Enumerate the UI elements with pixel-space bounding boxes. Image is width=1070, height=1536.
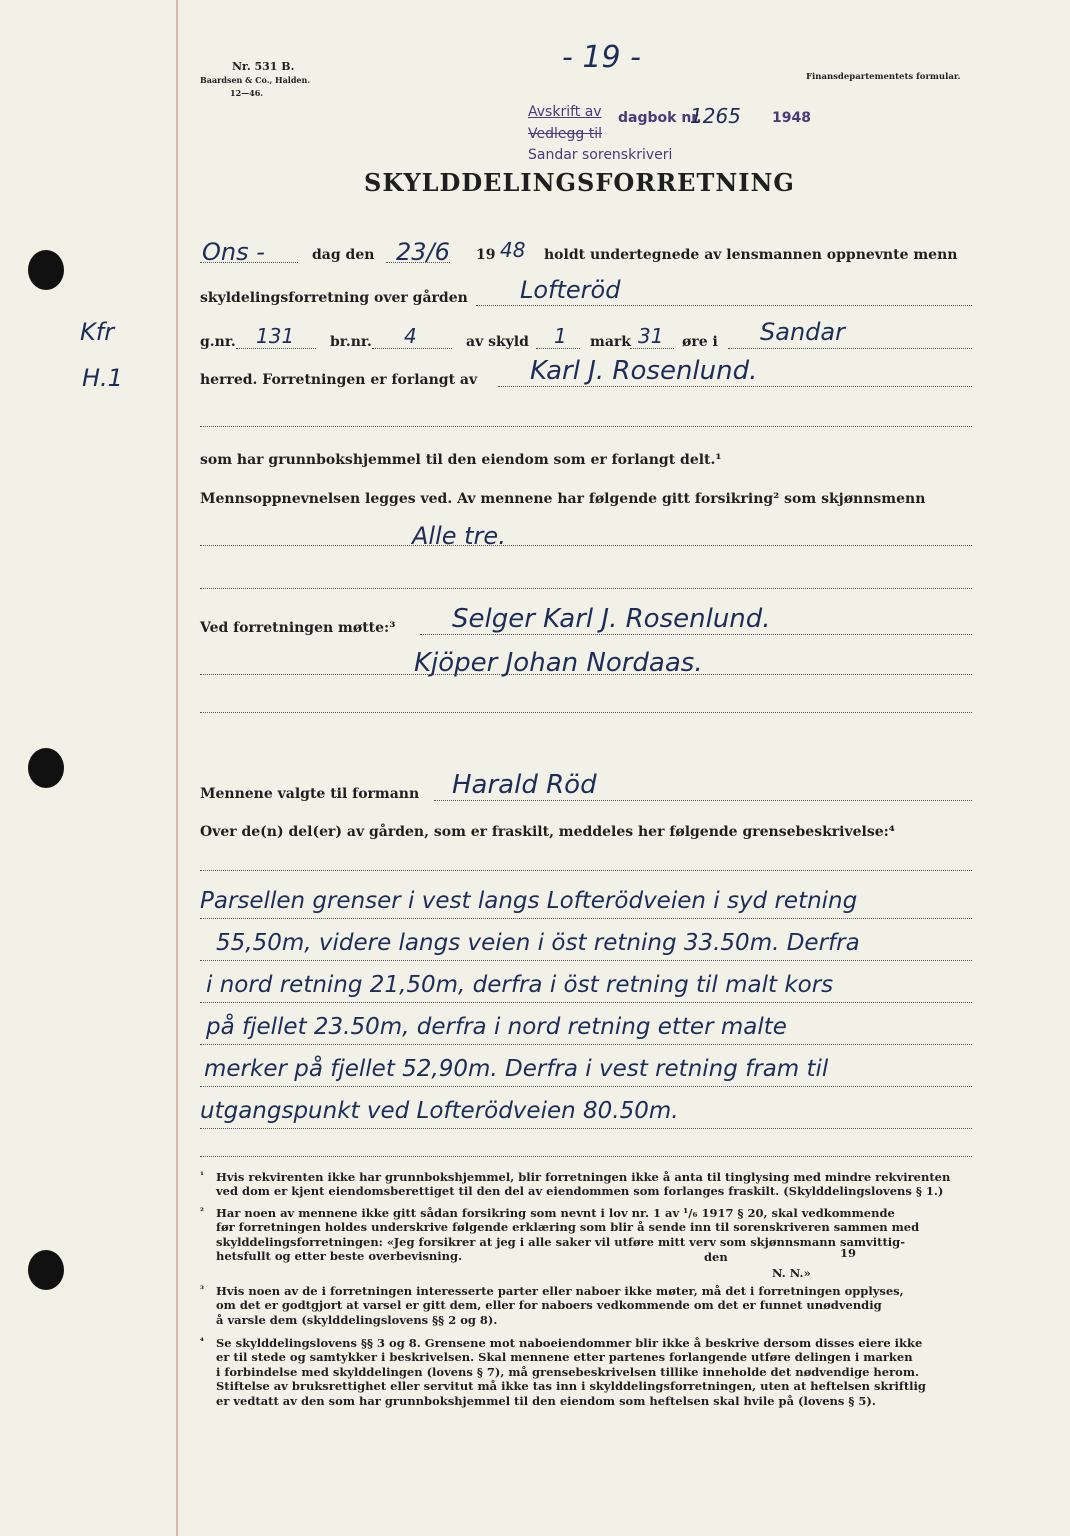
- footnote-1: [200, 1170, 990, 1199]
- label-line5: som har grunnbokshjemmel til den eiendom som er forlangt delt.¹: [200, 452, 722, 468]
- footnote-line: Se skylddelingslovens §§ 3 og 8. Grensene mot naboeiendommer blir ikke å beskrive dersom disses eiere ikke: [216, 1336, 923, 1350]
- footnote-3: [200, 1284, 990, 1327]
- footnote-line: er til stede og samtykker i beskrivelsen. Skal mennene etter partenes forlangende utføre delingen i marken: [216, 1350, 913, 1365]
- boundary-line: 55,50m, videre langs veien i öst retning 33.50m. Derfra: [216, 930, 860, 956]
- label-line7: Ved forretningen møtte:³: [200, 620, 396, 636]
- boundary-line: i nord retning 21,50m, derfra i öst retning til malt kors: [206, 972, 834, 998]
- footnote-line: Stiftelse av bruksrettighet eller servitut må ikke tas inn i skylddelingsforretningen, uten at heftelsen skriftlig: [216, 1379, 926, 1394]
- requested-by-value: Karl J. Rosenlund.: [530, 356, 758, 386]
- footnote-4: [200, 1336, 990, 1408]
- margin-rule: [176, 0, 178, 1536]
- label-dag-den: dag den: [312, 247, 375, 263]
- gnr-value: 131: [256, 324, 295, 348]
- label-line6: Mennsoppnevnelsen legges ved. Av mennene har følgende gitt forsikring² som skjønnsmenn: [200, 491, 926, 507]
- stamp-avskrift: Avskrift av: [528, 104, 602, 120]
- footnote-line: før forretningen holdes underskrive følgende erklæring som blir å sende inn til sorenskriveren sammen med: [216, 1220, 920, 1235]
- boundary-line: merker på fjellet 52,90m. Derfra i vest retning fram til: [204, 1056, 829, 1082]
- form-number: Nr. 531 B.: [232, 60, 295, 73]
- attendee-buyer: Kjöper Johan Nordaas.: [414, 648, 703, 678]
- footnote-line: i forbindelse med skylddelingen (lovens § 7), må grensebeskrivelsen tillike inneholde det nødvendige herom.: [216, 1364, 920, 1379]
- stamp-year: 1948: [772, 110, 811, 126]
- footnote-nn: N. N.»: [772, 1266, 811, 1280]
- page-number: - 19 -: [562, 40, 641, 75]
- municipality-value: Sandar: [760, 318, 845, 346]
- stamp-sandar: Sandar sorenskriveri: [528, 147, 673, 163]
- stamp-dagbok: dagbok nr.: [618, 110, 702, 126]
- stamp-vedlegg-struck: Vedlegg til: [528, 126, 602, 142]
- attendee-seller: Selger Karl J. Rosenlund.: [452, 604, 771, 634]
- punch-hole: [28, 748, 64, 788]
- skyld-mark-value: 1: [554, 324, 567, 348]
- dagbok-number: 1265: [690, 104, 741, 128]
- footnote-line: skylddelingsforretningen: «Jeg forsikrer at jeg i alle saker vil utføre mitt verv som skjønnsmann samvittig-: [216, 1234, 905, 1249]
- document-title: SKYLDDELINGSFORRETNING: [364, 168, 795, 197]
- label-line8: Mennene valgte til formann: [200, 786, 420, 802]
- boundary-line: på fjellet 23.50m, derfra i nord retning etter malte: [206, 1014, 787, 1040]
- footnote-19: 19: [840, 1246, 857, 1260]
- print-date: 12—46.: [230, 88, 264, 98]
- footnote-line: ved dom er kjent eiendomsberettiget til den del av eiendommen som forlanges fraskilt. (Skylddelingslovens § 1.): [216, 1184, 944, 1199]
- label-line4: herred. Forretningen er forlangt av: [200, 372, 478, 388]
- label-av-skyld: av skyld: [466, 334, 529, 350]
- skyld-ore-value: 31: [638, 324, 664, 348]
- punch-hole: [28, 250, 64, 290]
- year-value: 48: [500, 238, 526, 262]
- footnote-marker: ⁴: [200, 1337, 204, 1347]
- boundary-line: utgangspunkt ved Lofterödveien 80.50m.: [200, 1098, 679, 1124]
- footnote-line: Hvis rekvirenten ikke har grunnbokshjemmel, blir forretningen ikke å anta til tinglysing med mindre rekvirenten: [216, 1170, 951, 1184]
- experts-value: Alle tre.: [412, 522, 506, 550]
- label-mark: mark: [590, 334, 631, 350]
- label-gnr: g.nr.: [200, 334, 236, 350]
- ministry-form-label: Finansdepartementets formular.: [806, 72, 961, 82]
- label-brnr: br.nr.: [330, 334, 372, 350]
- boundary-line: Parsellen grenser i vest langs Lofterödveien i syd retning: [200, 888, 858, 914]
- footnote-line: hetsfullt og etter beste overbevisning.: [216, 1249, 463, 1264]
- date-value: 23/6: [396, 238, 450, 266]
- weekday-value: Ons -: [202, 238, 265, 266]
- chairman-value: Harald Röd: [452, 770, 597, 800]
- label-line2: skyldelingsforretning over gården: [200, 290, 468, 306]
- footnote-line: er vedtatt av den som har grunnbokshjemmel til den eiendom som heftelsen skal hvile på (lovens § 5).: [216, 1393, 876, 1408]
- printer-name: Baardsen & Co., Halden.: [200, 75, 311, 85]
- footnote-den: den: [704, 1250, 728, 1264]
- brnr-value: 4: [404, 324, 417, 348]
- punch-hole: [28, 1250, 64, 1290]
- footnote-marker: ²: [200, 1207, 204, 1217]
- label-ore-i: øre i: [682, 334, 718, 350]
- label-line9: Over de(n) del(er) av gården, som er fraskilt, meddeles her følgende grensebeskrivelse:⁴: [200, 824, 895, 840]
- margin-note: Kfr: [80, 318, 115, 346]
- label-line1: holdt undertegnede av lensmannen oppnevnte menn: [544, 247, 958, 263]
- footnote-line: å varsle dem (skylddelingslovens §§ 2 og 8).: [216, 1312, 498, 1327]
- footnote-marker: ¹: [200, 1171, 204, 1181]
- footnote-line: Hvis noen av de i forretningen interesserte parter eller naboer ikke møter, må det i forretningen opplyses,: [216, 1284, 904, 1298]
- footnote-line: om det er godtgjort at varsel er gitt dem, eller for naboers vedkommende om det er funnet unødvendig: [216, 1298, 882, 1313]
- footnote-2: [200, 1206, 990, 1280]
- farm-value: Lofteröd: [520, 276, 621, 304]
- margin-note: H.1: [82, 364, 123, 392]
- footnote-marker: ³: [200, 1285, 204, 1295]
- footnote-line: Har noen av mennene ikke gitt sådan forsikring som nevnt i lov nr. 1 av ¹/₆ 1917 § 20, skal vedkommende: [216, 1206, 895, 1220]
- label-19: 19: [476, 247, 496, 263]
